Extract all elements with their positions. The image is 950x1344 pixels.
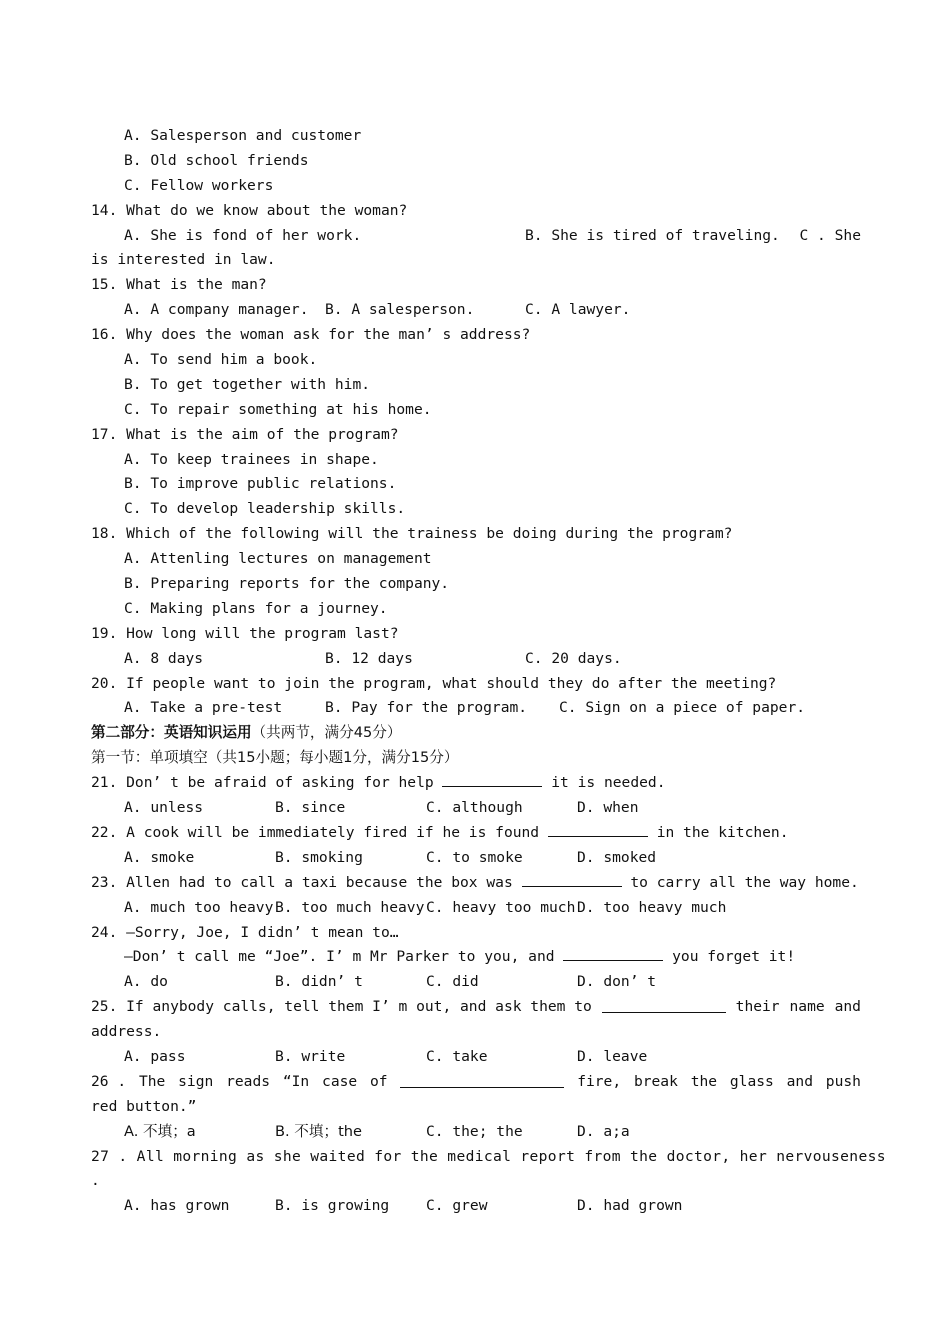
q26-option-c: C. the; the <box>426 1122 523 1140</box>
q23-option-a: A. much too heavy <box>124 898 274 916</box>
q24-line1: 24. —Sorry, Joe, I didn’ t mean to… <box>91 923 399 941</box>
q17-option-a: A. To keep trainees in shape. <box>124 450 379 468</box>
q23-stem <box>91 871 861 896</box>
q22-pre: 22. A cook will be immediately fired if he is found <box>91 823 540 841</box>
q15-stem: 15. What is the man? <box>91 276 267 294</box>
q21-options <box>91 796 861 821</box>
q26-w3: sign <box>178 1072 214 1090</box>
q21-blank <box>442 771 542 787</box>
q21-pre: 21. Don’ t be afraid of asking for help <box>91 774 434 792</box>
q26-w13: push <box>825 1072 861 1090</box>
q24-option-c: C. did <box>426 973 479 991</box>
q14-stem: 14. What do we know about the woman? <box>91 201 408 219</box>
q23-options <box>91 896 861 921</box>
q22-option-b: B. smoking <box>275 848 363 866</box>
q23-pre: 23. Allen had to call a taxi because the box was <box>91 873 513 891</box>
q24-pre: —Don’ t call me “Joe”. I’ m Mr Parker to you, and <box>124 948 555 966</box>
q21-option-c: C. although <box>426 799 523 817</box>
q20-options <box>91 696 861 721</box>
q25-option-d: D. leave <box>577 1047 648 1065</box>
q14-options-row <box>91 224 861 249</box>
q26-w2: The <box>138 1072 166 1090</box>
q25-post-b: name <box>789 998 825 1016</box>
q14-option-b: B. She is tired of traveling. <box>525 226 780 244</box>
q26-w12: and <box>786 1072 813 1090</box>
q21-post: it is needed. <box>551 774 666 792</box>
q26-w8: fire, <box>577 1072 622 1090</box>
section1-heading: 第一节：单项填空（共15小题；每小题1分，满分15分） <box>91 749 459 767</box>
q26-option-a: A. 不填；a <box>124 1122 196 1140</box>
q23-option-d: D. too heavy much <box>577 898 727 916</box>
q26-w5: “In <box>282 1072 310 1090</box>
q23-option-b: B. too much heavy <box>275 898 425 916</box>
q15-option-b: B. A salesperson. <box>325 301 475 319</box>
part2-note: （共两节，满分45分） <box>251 724 402 742</box>
q22-option-c: C. to smoke <box>426 848 523 866</box>
q25-post-c: and <box>834 998 861 1016</box>
q26-cont: red button.” <box>91 1097 197 1115</box>
q16-option-b: B. To get together with him. <box>124 375 371 393</box>
q15-options <box>91 298 861 323</box>
q20-option-c: C. Sign on a piece of paper. <box>559 699 806 717</box>
q18-option-a: A. Attenling lectures on management <box>124 550 432 568</box>
q25-stem <box>91 995 861 1020</box>
q21-option-d: D. when <box>577 799 639 817</box>
q13-option-c: C. Fellow workers <box>124 176 274 194</box>
q25-option-b: B. write <box>275 1047 346 1065</box>
q24-option-a: A. do <box>124 973 168 991</box>
q25-option-c: C. take <box>426 1047 488 1065</box>
q23-post: to carry all the way home. <box>630 873 859 891</box>
q16-stem: 16. Why does the woman ask for the man’ s address? <box>91 326 531 344</box>
q26-options <box>91 1120 861 1145</box>
q26-blank <box>400 1072 564 1088</box>
q21-option-b: B. since <box>275 799 346 817</box>
q27-option-a: A. has grown <box>124 1197 230 1215</box>
q25-post-a: their <box>735 998 780 1016</box>
q27-option-d: D. had grown <box>577 1197 683 1215</box>
q22-options <box>91 846 861 871</box>
q20-option-a: A. Take a pre-test <box>124 699 283 717</box>
q26-w11: glass <box>729 1072 774 1090</box>
q22-blank <box>548 821 648 837</box>
q13-option-a: A. Salesperson and customer <box>124 127 362 144</box>
q17-option-c: C. To develop leadership skills. <box>124 500 406 518</box>
q21-stem <box>91 771 861 796</box>
q26-w9: break <box>633 1072 678 1090</box>
q18-stem: 18. Which of the following will the trainess be doing during the program? <box>91 525 733 543</box>
q19-option-c: C. 20 days. <box>525 649 622 667</box>
q22-post: in the kitchen. <box>656 823 789 841</box>
q19-option-b: B. 12 days <box>325 649 413 667</box>
q26-w6: case <box>322 1072 358 1090</box>
q25-cont: address. <box>91 1023 162 1041</box>
q13-option-b: B. Old school friends <box>124 151 309 169</box>
q24-line2 <box>91 945 861 970</box>
q15-option-c: C. A lawyer. <box>525 301 631 319</box>
q15-option-a: A. A company manager. <box>124 301 309 319</box>
q17-option-b: B. To improve public relations. <box>124 475 397 493</box>
q18-option-b: B. Preparing reports for the company. <box>124 575 450 593</box>
q24-option-d: D. don’ t <box>577 973 657 991</box>
q23-blank <box>522 871 622 887</box>
q24-option-b: B. didn’ t <box>275 973 363 991</box>
q25-pre: 25. If anybody calls, tell them I’ m out, and ask them to <box>91 998 592 1016</box>
q19-options <box>91 647 861 672</box>
q27-stem: 27 . All morning as she waited for the medical report from the doctor, her nervouseness <box>91 1147 886 1165</box>
exam-page <box>91 124 886 1219</box>
q25-options <box>91 1045 861 1070</box>
q24-blank <box>563 945 663 961</box>
q26-w10: the <box>690 1072 718 1090</box>
q26-stem <box>91 1070 861 1095</box>
q19-stem: 19. How long will the program last? <box>91 624 399 642</box>
q25-blank <box>602 997 726 1013</box>
q26-option-d: D. a;a <box>577 1122 630 1140</box>
q18-option-c: C. Making plans for a journey. <box>124 599 388 617</box>
q27-cont: . <box>91 1172 100 1190</box>
q26-option-b: B. 不填；the <box>275 1122 363 1140</box>
q22-option-a: A. smoke <box>124 848 195 866</box>
q26-w1: 26 . <box>91 1072 127 1090</box>
q27-options <box>91 1194 861 1219</box>
q27-option-c: C. grew <box>426 1197 488 1215</box>
q19-option-a: A. 8 days <box>124 649 204 667</box>
q20-option-b: B. Pay for the program. <box>325 699 528 717</box>
q21-option-a: A. unless <box>124 799 204 817</box>
q16-option-c: C. To repair something at his home. <box>124 400 432 418</box>
q26-w7: of <box>370 1072 388 1090</box>
q22-option-d: D. smoked <box>577 848 657 866</box>
q22-stem <box>91 821 861 846</box>
q25-option-a: A. pass <box>124 1047 186 1065</box>
q24-options <box>91 970 861 995</box>
q14-option-a: A. She is fond of her work. <box>124 226 362 244</box>
q17-stem: 17. What is the aim of the program? <box>91 425 399 443</box>
q14-option-c-start: C . She <box>799 226 861 244</box>
q26-w4: reads <box>226 1072 271 1090</box>
q20-stem: 20. If people want to join the program, what should they do after the meeting? <box>91 674 777 692</box>
q24-post: you forget it! <box>672 948 796 966</box>
q14-option-c-end: is interested in law. <box>91 251 276 269</box>
q23-option-c: C. heavy too much <box>426 898 576 916</box>
part2-heading <box>91 721 861 746</box>
part2-title: 第二部分：英语知识运用 <box>91 724 252 742</box>
q16-option-a: A. To send him a book. <box>124 351 318 369</box>
q27-option-b: B. is growing <box>275 1197 390 1215</box>
